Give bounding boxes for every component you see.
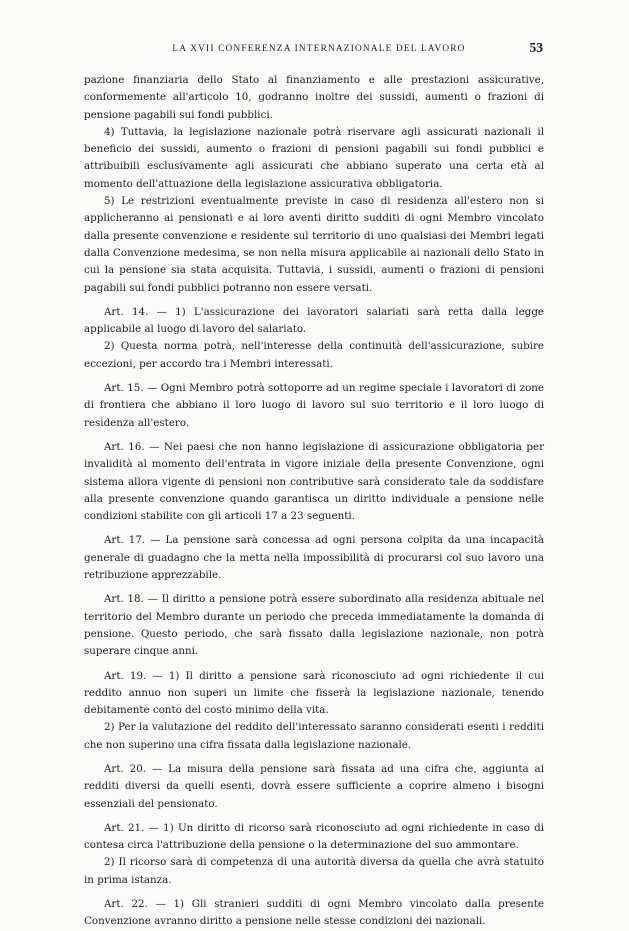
article-paragraph: Art. 21. — 1) Un diritto di ricorso sarà riconosciuto ad ogni richiedente in caso di contesa circa l'attribuzione della pensione o la determinazione del suo ammontare.	[84, 821, 544, 852]
article-paragraph: Art. 15. — Ogni Membro potrà sottoporre ad un regime speciale i lavoratori di zone di frontiera che abbiano il loro luogo di lavoro sul suo territorio e il loro luogo di residenza all'estero.	[84, 382, 544, 429]
running-head: LA XVII CONFERENZA INTERNAZIONALE DEL LAVORO	[172, 44, 466, 54]
article-paragraph: Art. 22. — 1) Gli stranieri sudditi di ogni Membro vincolato dalla presente Convenzione avranno diritto a pensione nelle stesse condizioni dei nazionali.	[84, 898, 544, 928]
article-paragraph: Art. 20. — La misura della pensione sarà fissata ad una cifra che, aggiunta ai redditi diversi da quelli esenti, dovrà essere sufficiente a coprire almeno i bisogni essenziali del pensionato.	[84, 762, 544, 810]
paragraph: 2) Per la valutazione del reddito dell'interessato saranno considerati esenti i redditi che non superino una cifra fissata dalla legislazione nazionale.	[84, 721, 544, 751]
paragraph: 5) Le restrizioni eventualmente previste in caso di residenza all'estero non si applicheranno ai pensionati e ai loro aventi diritto sudditi di ogni Membro vincolato dalla presente convenzione e residente sul territorio di uno qualsiasi dei Membri legati dalla Convenzione medesima, se non nella misura applicabile ai nazionali dello Stato in cui la pensione sia stata acquisita. Tuttavia, i sussidi, aumenti o frazioni di pensioni pagabili sui fondi pubblici potranno non essere versati.	[84, 195, 544, 294]
paragraph: 2) Il ricorso sarà di competenza di una autorità diversa da quella che avrà statuito in prima istanza.	[84, 856, 544, 886]
article-paragraph: Art. 18. — Il diritto a pensione potrà essere subordinato alla residenza abituale nel territorio del Membro durante un periodo che preceda immediatamente la domanda di pensione. Questo periodo, che sarà fissato dalla legislazione nazionale, non potrà superare cinque anni.	[84, 593, 544, 658]
article-paragraph: Art. 16. — Nei paesi che non hanno legislazione di assicurazione obbligatoria per invalidità al momento dell'entrata in vigore iniziale della presente Convenzione, ogni sistema allora vigente di pensioni non contributive sarà considerato tale da soddisfare alla presente convenzione quando garantisca un diritto individuale a pensione nelle condizioni stabilite con gli articoli 17 a 23 seguenti.	[84, 440, 544, 523]
paragraph: 4) Tuttavia, la legislazione nazionale potrà riservare agli assicurati nazionali il beneficio dei sussidi, aumento o frazioni di pensioni pagabili sui fondi pubblici e attribuibili esclusivamente agli assicurati che abbiano superato una certa età al momento dell'attuazione della legislazione assicurativa obbligatoria.	[84, 125, 544, 190]
article-paragraph: Art. 19. — 1) Il diritto a pensione sarà riconosciuto ad ogni richiedente il cui reddito annuo non superi un limite che fisserà la legislazione nazionale, tenendo debitamente conto del costo minimo della vita.	[84, 669, 544, 717]
body-text	[84, 72, 544, 931]
paragraph: 2) Questa norma potrà, nell'interesse della continuità dell'assicurazione, subire eccezioni, per accordo tra i Membri interessati.	[84, 340, 544, 370]
article-paragraph: Art. 14. — 1) L'assicurazione dei lavoratori salariati sarà retta dalla legge applicabile al luogo di lavoro del salariato.	[84, 305, 544, 336]
paragraph: pazione finanziaria dello Stato al finanziamento e alle prestazioni assicurative, conformemente all'articolo 10, godranno inoltre dei sussidi, aumenti o frazioni di pensione pagabili sui fondi pubblici.	[84, 74, 544, 121]
page-number: 53	[529, 40, 543, 55]
article-paragraph: Art. 17. — La pensione sarà concessa ad ogni persona colpita da una incapacità generale di guadagno che la metta nella impossibilità di procurarsi col suo lavoro una retribuzione apprezzabile.	[84, 534, 544, 582]
